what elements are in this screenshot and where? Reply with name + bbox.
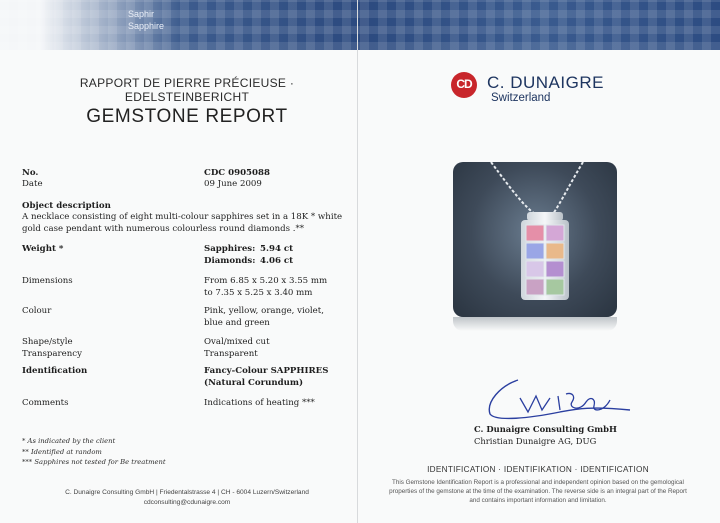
identification-line2: (Natural Corundum) xyxy=(204,377,304,388)
address-line1: C. Dunaigre Consulting GmbH | Friedentalstrasse 4 | CH - 6004 Luzern/Switzerland xyxy=(65,489,309,496)
signature-mark xyxy=(480,372,640,424)
dimensions-line1: From 6.85 x 5.20 x 3.55 mm xyxy=(204,276,328,286)
photo-reflection xyxy=(453,317,617,331)
field-weight-label: Weight * xyxy=(22,244,64,254)
description-line1: A necklace consisting of eight multi-colour sapphires set in a 18K * white xyxy=(22,212,343,222)
identification-line1: Fancy-Colour SAPPHIRES xyxy=(204,366,329,376)
top-banner xyxy=(0,0,720,50)
colour-line2: blue and green xyxy=(204,317,270,328)
identification-banner: IDENTIFICATION · IDENTIFIKATION · IDENTIFICATION xyxy=(427,465,649,474)
banner-label-line2: Sapphire xyxy=(128,21,165,31)
field-number-label: No. xyxy=(22,168,39,178)
banner-label xyxy=(128,8,164,32)
pendant-illustration xyxy=(453,162,617,317)
address-email: cdconsulting@cdunaigre.com xyxy=(143,498,231,506)
field-dimensions-label: Dimensions xyxy=(22,276,73,286)
field-shape-value: Oval/mixed cut xyxy=(204,337,270,347)
sapphires-value: 5.94 ct xyxy=(260,244,294,254)
colour-line1: Pink, yellow, orange, violet, xyxy=(204,306,324,316)
field-shape-label: Shape/style xyxy=(22,337,73,347)
field-description-label: Object description xyxy=(22,201,111,211)
field-transparency-label: Transparency xyxy=(22,349,82,359)
report-title: GEMSTONE REPORT xyxy=(86,106,288,127)
description-line2: gold case pendant with numerous colourless round diamonds .** xyxy=(22,223,305,234)
field-transparency-value: Transparent xyxy=(204,349,258,359)
sapphires-label: Sapphires: xyxy=(204,244,256,254)
report-subtitle: RAPPORT DE PIERRE PRÉCIEUSE · EDELSTEINBERICHT xyxy=(79,76,295,104)
banner-label-line1: Saphir xyxy=(128,9,155,19)
brand-country: Switzerland xyxy=(491,92,551,104)
field-weight-value xyxy=(204,244,354,267)
diamonds-label: Diamonds: xyxy=(204,255,256,266)
signatory-person: Christian Dunaigre AG, DUG xyxy=(474,435,597,446)
disclaimer-line1: This Gemstone Identification Report is a professional and independent opinion based on the gemological xyxy=(392,479,684,486)
field-identification-value xyxy=(204,366,354,389)
field-colour-value xyxy=(204,306,354,329)
brand-logo-letters: CD xyxy=(456,77,472,91)
footnote-2: ** Identified at random xyxy=(22,447,102,456)
page-fold-divider xyxy=(357,0,358,523)
field-description-value xyxy=(22,212,352,235)
field-identification-label: Identification xyxy=(22,366,88,376)
signatory-block xyxy=(474,424,617,447)
company-address xyxy=(22,488,352,507)
footnotes xyxy=(22,436,166,468)
field-dimensions-value xyxy=(204,276,354,299)
field-date-label: Date xyxy=(22,179,43,189)
dimensions-line2: to 7.35 x 5.25 x 3.40 mm xyxy=(204,287,313,298)
disclaimer-line2: properties of the gemstone at the time of the examination. The reverse side is an integral part of the Report xyxy=(389,488,687,495)
field-date-value: 09 June 2009 xyxy=(204,179,262,189)
field-colour-label: Colour xyxy=(22,306,52,316)
field-comments-label: Comments xyxy=(22,398,69,408)
field-number-value: CDC 0905088 xyxy=(204,168,270,178)
disclaimer-line3: and contains important information and limitation. xyxy=(469,497,607,504)
signatory-company: C. Dunaigre Consulting GmbH xyxy=(474,424,617,434)
brand-name: C. DUNAIGRE xyxy=(487,73,604,92)
report-heading xyxy=(22,76,352,128)
field-comments-value: Indications of heating *** xyxy=(204,398,315,408)
footnote-1: * As indicated by the client xyxy=(22,437,116,445)
disclaimer xyxy=(362,478,714,505)
diamonds-value: 4.06 ct xyxy=(260,255,294,266)
pendant-photo xyxy=(453,162,617,317)
brand-logo-icon xyxy=(451,72,477,98)
footnote-3: *** Sapphires not tested for Be treatment xyxy=(22,458,166,466)
